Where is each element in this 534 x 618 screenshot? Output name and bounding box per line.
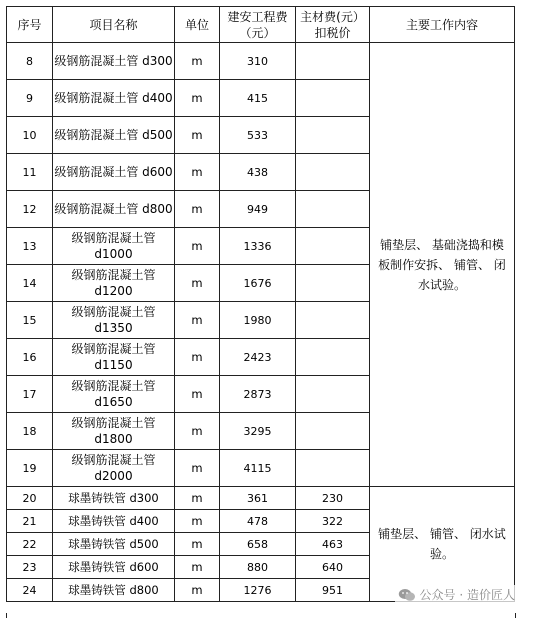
item-name: 球墨铸铁管 d400 <box>53 510 175 533</box>
construction-cost-cell: 438 <box>220 154 296 191</box>
material-cost-cell: 951 <box>296 579 370 602</box>
unit-cell: m <box>175 450 220 487</box>
unit-cell: m <box>175 339 220 376</box>
material-cost-cell <box>296 376 370 413</box>
material-cost-cell <box>296 43 370 80</box>
row-number: 20 <box>7 487 53 510</box>
construction-cost-cell: 4115 <box>220 450 296 487</box>
unit-cell: m <box>175 265 220 302</box>
item-name: 球墨铸铁管 d500 <box>53 533 175 556</box>
unit-cell: m <box>175 228 220 265</box>
construction-cost-cell: 533 <box>220 117 296 154</box>
material-cost-cell <box>296 117 370 154</box>
material-cost-cell <box>296 413 370 450</box>
header-material-cost: 主材费(元）扣税价 <box>296 7 370 43</box>
material-cost-cell <box>296 302 370 339</box>
construction-cost-cell: 658 <box>220 533 296 556</box>
item-name: 级钢筋混凝土管 d1650 <box>53 376 175 413</box>
unit-cell: m <box>175 579 220 602</box>
row-number: 12 <box>7 191 53 228</box>
material-cost-cell: 322 <box>296 510 370 533</box>
row-number: 16 <box>7 339 53 376</box>
item-name: 球墨铸铁管 d800 <box>53 579 175 602</box>
pipe-cost-table <box>6 6 515 602</box>
work-content-concrete: 铺垫层、 基础浇捣和模板制作安拆、 铺管、 闭水试验。 <box>370 43 515 487</box>
item-name: 级钢筋混凝土管 d1200 <box>53 265 175 302</box>
watermark <box>395 585 518 604</box>
item-name: 级钢筋混凝土管 d300 <box>53 43 175 80</box>
wechat-icon <box>398 588 416 602</box>
unit-cell: m <box>175 154 220 191</box>
construction-cost-cell: 478 <box>220 510 296 533</box>
unit-cell: m <box>175 487 220 510</box>
item-name: 级钢筋混凝土管 d1000 <box>53 228 175 265</box>
item-name: 球墨铸铁管 d300 <box>53 487 175 510</box>
construction-cost-cell: 1336 <box>220 228 296 265</box>
material-cost-cell <box>296 265 370 302</box>
unit-cell: m <box>175 302 220 339</box>
header-no: 序号 <box>7 7 53 43</box>
construction-cost-cell: 1980 <box>220 302 296 339</box>
row-number: 14 <box>7 265 53 302</box>
unit-cell: m <box>175 556 220 579</box>
material-cost-cell: 230 <box>296 487 370 510</box>
row-number: 18 <box>7 413 53 450</box>
row-number: 8 <box>7 43 53 80</box>
material-cost-cell: 463 <box>296 533 370 556</box>
row-number: 11 <box>7 154 53 191</box>
row-number: 13 <box>7 228 53 265</box>
header-construction-cost: 建安工程费（元） <box>220 7 296 43</box>
row-number: 9 <box>7 80 53 117</box>
material-cost-cell: 640 <box>296 556 370 579</box>
row-number: 17 <box>7 376 53 413</box>
table-row <box>7 43 515 80</box>
header-unit: 单位 <box>175 7 220 43</box>
unit-cell: m <box>175 117 220 154</box>
item-name: 级钢筋混凝土管 d600 <box>53 154 175 191</box>
material-cost-cell <box>296 154 370 191</box>
construction-cost-cell: 2873 <box>220 376 296 413</box>
construction-cost-cell: 1676 <box>220 265 296 302</box>
material-cost-cell <box>296 339 370 376</box>
material-cost-cell <box>296 450 370 487</box>
construction-cost-cell: 415 <box>220 80 296 117</box>
unit-cell: m <box>175 376 220 413</box>
construction-cost-cell: 1276 <box>220 579 296 602</box>
watermark-text: 公众号 · 造价匠人 <box>419 588 515 602</box>
unit-cell: m <box>175 43 220 80</box>
item-name: 级钢筋混凝土管 d1350 <box>53 302 175 339</box>
header-row <box>7 7 515 43</box>
item-name: 级钢筋混凝土管 d1150 <box>53 339 175 376</box>
material-cost-cell <box>296 228 370 265</box>
row-number: 19 <box>7 450 53 487</box>
material-cost-cell <box>296 80 370 117</box>
row-number: 24 <box>7 579 53 602</box>
unit-cell: m <box>175 80 220 117</box>
row-number: 23 <box>7 556 53 579</box>
work-content-iron: 铺垫层、 铺管、 闭水试验。 <box>370 487 515 602</box>
item-name: 球墨铸铁管 d600 <box>53 556 175 579</box>
construction-cost-cell: 3295 <box>220 413 296 450</box>
construction-cost-cell: 2423 <box>220 339 296 376</box>
construction-cost-cell: 361 <box>220 487 296 510</box>
material-cost-cell <box>296 191 370 228</box>
item-name: 级钢筋混凝土管 d2000 <box>53 450 175 487</box>
header-name: 项目名称 <box>53 7 175 43</box>
unit-cell: m <box>175 510 220 533</box>
unit-cell: m <box>175 533 220 556</box>
row-number: 21 <box>7 510 53 533</box>
unit-cell: m <box>175 191 220 228</box>
construction-cost-cell: 880 <box>220 556 296 579</box>
unit-cell: m <box>175 413 220 450</box>
row-number: 15 <box>7 302 53 339</box>
row-number: 10 <box>7 117 53 154</box>
table-row <box>7 487 515 510</box>
item-name: 级钢筋混凝土管 d800 <box>53 191 175 228</box>
header-work-content: 主要工作内容 <box>370 7 515 43</box>
item-name: 级钢筋混凝土管 d400 <box>53 80 175 117</box>
cut-off-next-row <box>6 613 516 618</box>
construction-cost-cell: 949 <box>220 191 296 228</box>
item-name: 级钢筋混凝土管 d1800 <box>53 413 175 450</box>
row-number: 22 <box>7 533 53 556</box>
item-name: 级钢筋混凝土管 d500 <box>53 117 175 154</box>
construction-cost-cell: 310 <box>220 43 296 80</box>
